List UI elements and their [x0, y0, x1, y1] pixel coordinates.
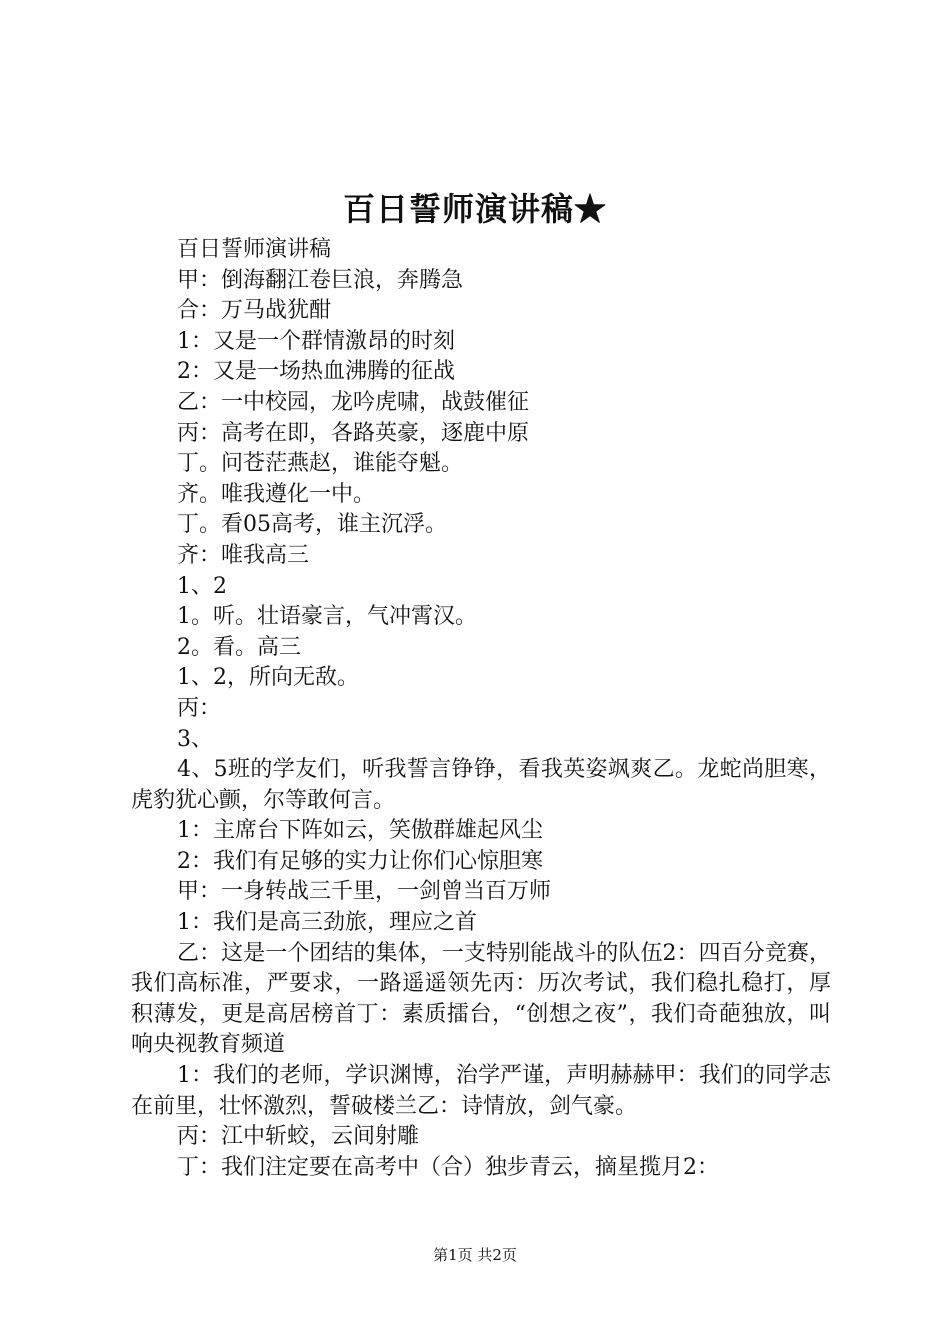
paragraph: 1：我们是高三劲旅，理应之首	[177, 910, 477, 936]
paragraph: 丙：高考在即，各路英豪，逐鹿中原	[177, 420, 530, 446]
paragraph: 2：又是一场热血沸腾的征战	[177, 359, 455, 385]
paragraph: 丙：江中斩蛟，云间射雕	[177, 1124, 420, 1150]
document-title: 百日誓师演讲稿★	[342, 190, 607, 228]
paragraph: 2：我们有足够的实力让你们心惊胆寒	[177, 848, 543, 874]
paragraph: 齐：唯我高三	[177, 542, 310, 568]
paragraph: 4、5班的学友们，听我誓言铮铮，看我英姿飒爽乙。龙蛇尚胆寒，虎豹犹心颤，尔等敢何言。	[131, 757, 831, 813]
paragraph: 甲：一身转战三千里，一剑曾当百万师	[177, 879, 552, 905]
paragraph: 丙：	[177, 695, 222, 721]
paragraph: 1、2，所向无敌。	[177, 665, 359, 691]
paragraph: 丁。问苍茫燕赵，谁能夺魁。	[177, 451, 464, 477]
paragraph: 丁。看05高考，谁主沉浮。	[177, 512, 447, 538]
paragraph: 合：万马战犹酣	[177, 298, 332, 324]
paragraph: 2。看。高三	[177, 634, 301, 660]
page-footer: 第1页 共2页	[433, 1246, 517, 1264]
paragraph: 1。听。壮语豪言，气冲霄汉。	[177, 604, 477, 630]
paragraph: 3、	[177, 726, 213, 752]
paragraph: 乙：这是一个团结的集体，一支特别能战斗的队伍2：四百分竞赛，我们高标准，严要求，一路遥遥领先丙：历次考试，我们稳扎稳打，厚积薄发，更是高居榜首丁：素质擂台，“创想之夜”，我们奇葩独放，叫响央视教育频道	[131, 940, 831, 1058]
paragraph: 甲：倒海翻江卷巨浪，奔腾急	[177, 267, 464, 293]
paragraph: 1：我们的老师，学识渊博，治学严谨，声明赫赫甲：我们的同学志在前里，壮怀激烈，誓破楼兰乙：诗情放，剑气豪。	[131, 1063, 831, 1119]
paragraph: 乙：一中校园，龙吟虎啸，战鼓催征	[177, 389, 530, 415]
paragraph: 1：又是一个群情激昂的时刻	[177, 328, 455, 354]
paragraph: 齐。唯我遵化一中。	[177, 481, 376, 507]
paragraph: 丁：我们注定要在高考中（合）独步青云，摘星揽月2：	[177, 1154, 719, 1180]
paragraph: 1：主席台下阵如云，笑傲群雄起风尘	[177, 818, 543, 844]
document-body	[131, 235, 831, 1183]
paragraph: 1、2	[177, 573, 227, 599]
paragraph: 百日誓师演讲稿	[177, 237, 332, 262]
